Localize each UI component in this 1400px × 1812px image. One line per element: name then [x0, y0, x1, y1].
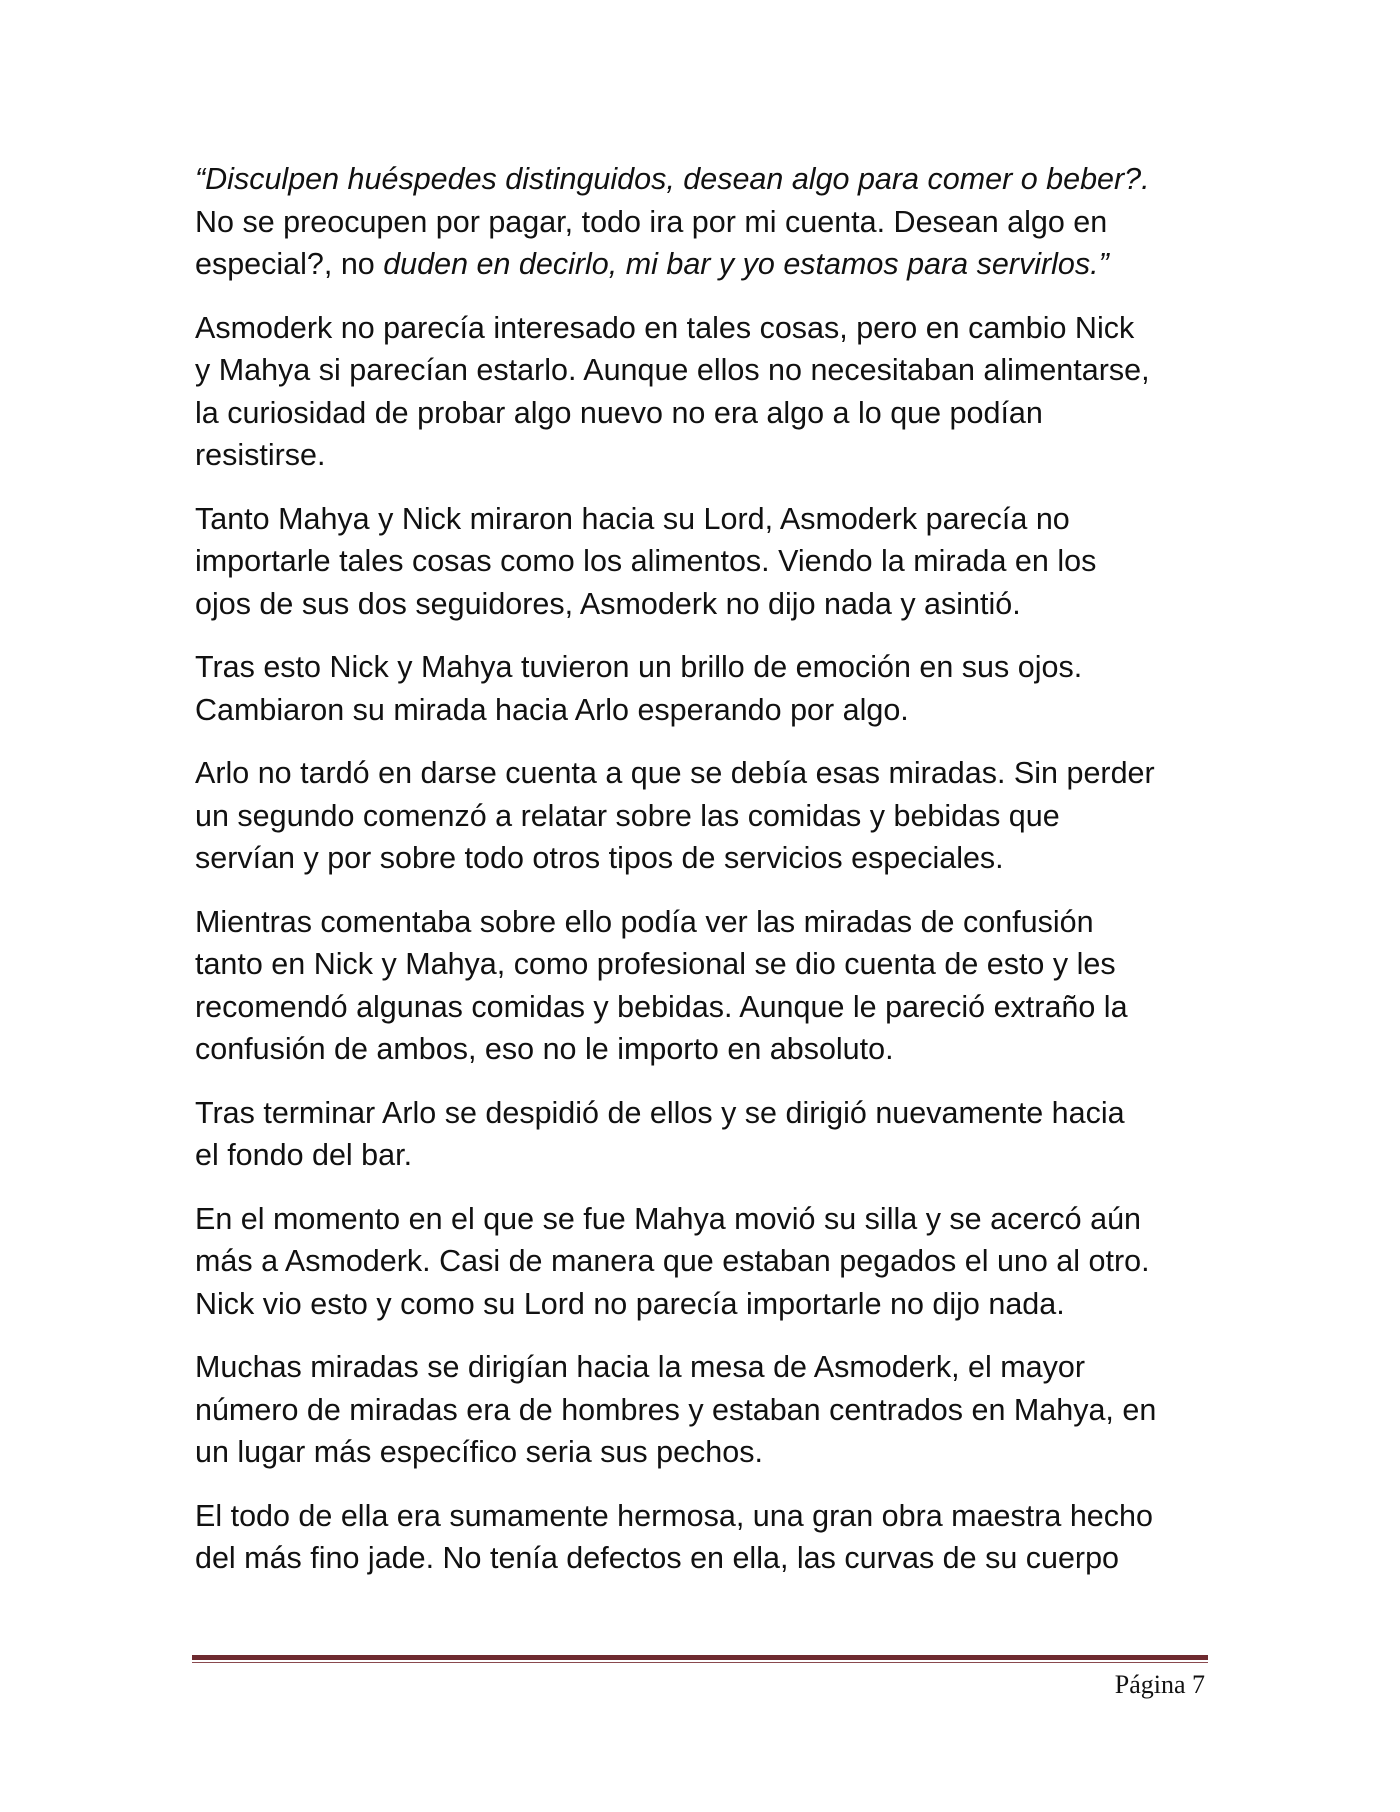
text-line — [195, 158, 1215, 201]
text-segment: Asmoderk no parecía interesado en tales cosas, pero en cambio Nick — [195, 310, 1135, 345]
text-line — [195, 1346, 1215, 1389]
italic-text-segment: duden en decirlo, mi bar y yo estamos para servirlos.” — [383, 247, 1109, 281]
text-line — [195, 986, 1215, 1029]
text-segment: el fondo del bar. — [195, 1138, 413, 1172]
text-line — [195, 689, 1215, 732]
text-segment: En el momento en el que se fue Mahya movió su silla y se acercó aún — [195, 1201, 1142, 1236]
text-segment: No se preocupen por pagar, todo ira por mi cuenta. Desean algo en — [195, 204, 1108, 239]
text-line — [195, 201, 1215, 244]
text-line — [195, 1537, 1215, 1580]
text-segment: un lugar más específico seria sus pechos. — [195, 1435, 763, 1469]
text-line — [195, 1134, 1215, 1177]
text-segment: confusión de ambos, eso no le importo en absoluto. — [195, 1032, 894, 1066]
text-segment: resistirse. — [195, 438, 326, 472]
text-line — [195, 243, 1215, 286]
text-segment: El todo de ella era sumamente hermosa, una gran obra maestra hecho — [195, 1498, 1153, 1533]
text-line — [195, 583, 1215, 626]
text-line — [195, 1431, 1215, 1474]
text-line — [195, 646, 1215, 689]
text-line — [195, 1283, 1215, 1326]
text-line — [195, 392, 1215, 435]
text-line — [195, 1198, 1215, 1241]
text-segment: más a Asmoderk. Casi de manera que estaban pegados el uno al otro. — [195, 1244, 1150, 1278]
text-line — [195, 1092, 1215, 1135]
text-line — [195, 901, 1215, 944]
text-line — [195, 349, 1215, 392]
text-segment: Muchas miradas se dirigían hacia la mesa de Asmoderk, el mayor — [195, 1350, 1085, 1384]
text-segment: Arlo no tardó en darse cuenta a que se debía esas miradas. Sin perder — [195, 756, 1155, 790]
text-segment: Mientras comentaba sobre ello podía ver las miradas de confusión — [195, 904, 1094, 939]
text-segment: número de miradas era de hombres y estaban centrados en Mahya, en — [195, 1392, 1157, 1427]
text-line — [195, 1389, 1215, 1432]
text-segment: recomendó algunas comidas y bebidas. Aunque le pareció extraño la — [195, 989, 1128, 1024]
paragraph — [195, 1346, 1215, 1474]
italic-text-segment: “Disculpen huéspedes distinguidos, desean algo para comer o beber?. — [195, 162, 1150, 196]
body-text — [195, 158, 1215, 1601]
text-segment: Cambiaron su mirada hacia Arlo esperando por algo. — [195, 692, 909, 727]
page-number: Página 7 — [1114, 1670, 1205, 1699]
text-segment: especial?, no — [195, 247, 384, 281]
text-segment: Tanto Mahya y Nick miraron hacia su Lord, Asmoderk parecía no — [195, 501, 1070, 536]
text-line — [195, 498, 1215, 541]
text-segment: Tras esto Nick y Mahya tuvieron un brillo de emoción en sus ojos. — [195, 650, 1083, 684]
text-line — [195, 434, 1215, 477]
text-line — [195, 1028, 1215, 1071]
paragraph — [195, 1495, 1215, 1580]
text-line — [195, 307, 1215, 350]
text-segment: del más fino jade. No tenía defectos en ella, las curvas de su cuerpo — [195, 1541, 1120, 1575]
text-segment: tanto en Nick y Mahya, como profesional se dio cuenta de esto y les — [195, 947, 1116, 981]
paragraph — [195, 1092, 1215, 1177]
text-line — [195, 795, 1215, 838]
paragraph — [195, 158, 1215, 286]
text-segment: y Mahya si parecían estarlo. Aunque ellos no necesitaban alimentarse, — [195, 353, 1150, 387]
text-line — [195, 943, 1215, 986]
text-line — [195, 540, 1215, 583]
text-segment: servían y por sobre todo otros tipos de servicios especiales. — [195, 841, 1004, 875]
text-segment: Nick vio esto y como su Lord no parecía importarle no dijo nada. — [195, 1286, 1065, 1321]
footer-rule-thick — [192, 1655, 1208, 1660]
text-segment: ojos de sus dos seguidores, Asmoderk no dijo nada y asintió. — [195, 586, 1021, 621]
paragraph — [195, 1198, 1215, 1326]
footer-rule-thin — [192, 1662, 1208, 1663]
paragraph — [195, 498, 1215, 626]
text-segment: la curiosidad de probar algo nuevo no era algo a lo que podían — [195, 395, 1043, 430]
text-segment: un segundo comenzó a relatar sobre las comidas y bebidas que — [195, 798, 1060, 833]
paragraph — [195, 901, 1215, 1071]
text-line — [195, 752, 1215, 795]
text-line — [195, 1495, 1215, 1538]
text-line — [195, 1240, 1215, 1283]
text-line — [195, 837, 1215, 880]
text-segment: Tras terminar Arlo se despidió de ellos y se dirigió nuevamente hacia — [195, 1095, 1125, 1130]
paragraph — [195, 646, 1215, 731]
paragraph — [195, 752, 1215, 880]
paragraph — [195, 307, 1215, 477]
text-segment: importarle tales cosas como los alimentos. Viendo la mirada en los — [195, 544, 1097, 578]
